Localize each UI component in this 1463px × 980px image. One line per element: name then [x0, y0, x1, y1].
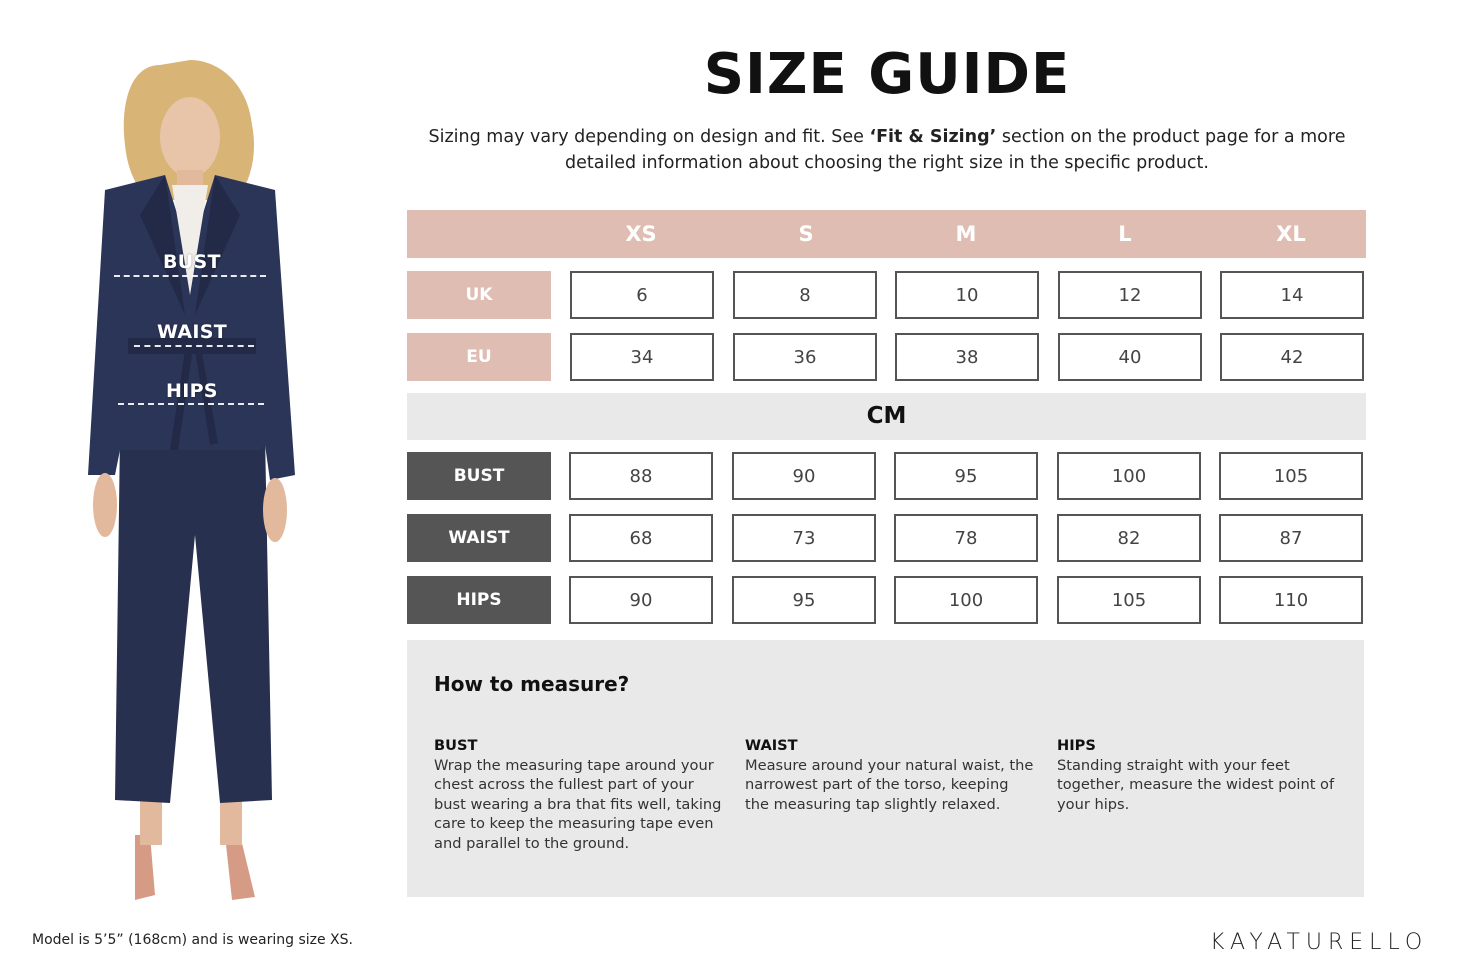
uk-cell-xl: 14	[1220, 271, 1364, 319]
bust-cell-xl: 105	[1219, 452, 1363, 500]
hips-cell-xs: 90	[569, 576, 713, 624]
waist-cell-m: 78	[894, 514, 1038, 562]
size-header-row	[407, 210, 1366, 258]
how-to-bust-text: Wrap the measuring tape around your chest across the fullest part of your bust wearing a bra that fits well, taking care to keep the measuring tape even and parallel to the ground.	[434, 756, 722, 852]
waist-cell-l: 82	[1057, 514, 1201, 562]
waist-cell-s: 73	[732, 514, 876, 562]
row-label-waist: WAIST	[407, 514, 551, 562]
eu-cell-l: 40	[1058, 333, 1202, 381]
uk-cell-m: 10	[895, 271, 1039, 319]
hips-cell-l: 105	[1057, 576, 1201, 624]
how-to-measure-heading: How to measure?	[434, 672, 630, 696]
bust-cell-m: 95	[894, 452, 1038, 500]
size-header-m: M	[955, 222, 977, 246]
hips-cell-s: 95	[732, 576, 876, 624]
intro-text-after: section on the product page for a more detailed information about choosing the right size in the specific product.	[565, 127, 1346, 173]
bust-cell-l: 100	[1057, 452, 1201, 500]
brand-logo: KAYATURELLO	[1210, 930, 1429, 955]
figure-label-hips: HIPS	[166, 380, 218, 402]
bust-cell-xs: 88	[569, 452, 713, 500]
how-to-bust	[434, 736, 724, 854]
uk-cell-l: 12	[1058, 271, 1202, 319]
waist-cell-xl: 87	[1219, 514, 1363, 562]
uk-cell-s: 8	[733, 271, 877, 319]
intro-text	[407, 124, 1367, 176]
how-to-hips	[1057, 736, 1337, 814]
bust-cell-s: 90	[732, 452, 876, 500]
model-size-note: Model is 5’5” (168cm) and is wearing size XS.	[32, 932, 353, 948]
row-label-bust: BUST	[407, 452, 551, 500]
how-to-hips-text: Standing straight with your feet together, measure the widest point of your hips.	[1057, 756, 1335, 813]
bust-dashed-line	[114, 275, 266, 277]
uk-cell-xs: 6	[570, 271, 714, 319]
intro-bold-link-text: ‘Fit & Sizing’	[869, 127, 997, 147]
how-to-bust-title: BUST	[434, 737, 478, 754]
model-illustration	[60, 55, 330, 915]
cm-section-header: CM	[407, 393, 1366, 440]
eu-cell-xs: 34	[570, 333, 714, 381]
hips-dashed-line	[118, 403, 264, 405]
figure-label-waist: WAIST	[157, 321, 228, 343]
model-photo	[60, 55, 330, 915]
size-header-xs: XS	[625, 222, 657, 246]
figure-label-bust: BUST	[163, 251, 221, 273]
how-to-measure-panel	[407, 640, 1364, 897]
row-label-eu: EU	[407, 333, 551, 381]
eu-cell-m: 38	[895, 333, 1039, 381]
how-to-waist	[745, 736, 1035, 814]
size-header-s: S	[798, 222, 814, 246]
size-header-xl: XL	[1276, 222, 1306, 246]
how-to-hips-title: HIPS	[1057, 737, 1096, 754]
eu-cell-s: 36	[733, 333, 877, 381]
waist-cell-xs: 68	[569, 514, 713, 562]
row-label-hips: HIPS	[407, 576, 551, 624]
hips-cell-xl: 110	[1219, 576, 1363, 624]
waist-dashed-line	[134, 345, 254, 347]
how-to-waist-title: WAIST	[745, 737, 798, 754]
page-title: SIZE GUIDE	[703, 42, 1071, 107]
hips-cell-m: 100	[894, 576, 1038, 624]
size-header-l: L	[1118, 222, 1132, 246]
eu-cell-xl: 42	[1220, 333, 1364, 381]
row-label-uk: UK	[407, 271, 551, 319]
how-to-waist-text: Measure around your natural waist, the narrowest part of the torso, keeping the measuring tap slightly relaxed.	[745, 756, 1034, 813]
intro-text-before: Sizing may vary depending on design and fit. See	[428, 127, 870, 147]
